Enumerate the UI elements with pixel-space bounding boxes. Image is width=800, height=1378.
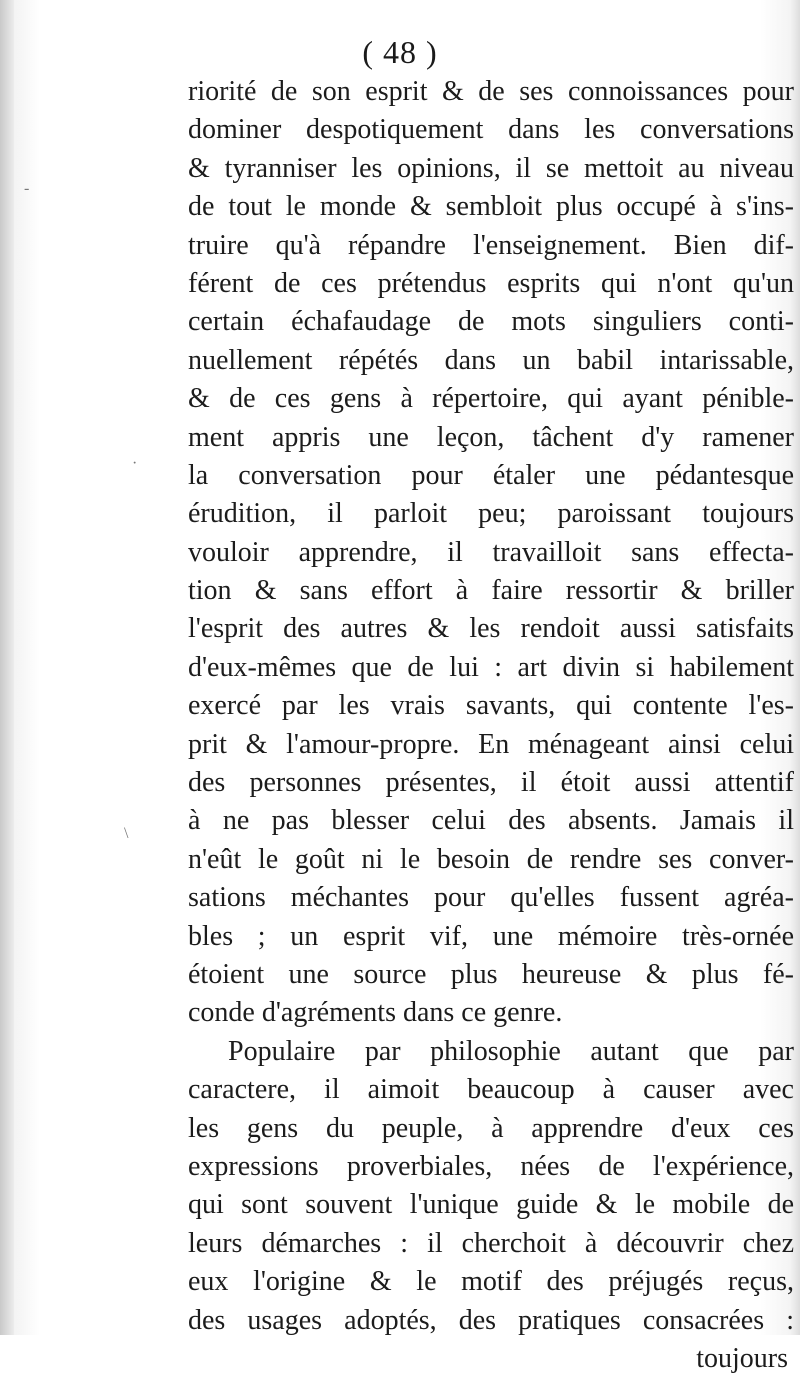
text-line: à ne pas blesser celui des absents. Jamais il bbox=[188, 805, 794, 837]
text-line: n'eût le goût ni le besoin de rendre ses conver- bbox=[188, 843, 794, 875]
text-line: conde d'agréments dans ce genre. bbox=[188, 997, 563, 1029]
text-line: férent de ces prétendus esprits qui n'ont qu'un bbox=[188, 267, 794, 299]
text-line: riorité de son esprit & de ses connoissances pour bbox=[188, 76, 794, 107]
text-line: exercé par les vrais savants, qui contente l'es- bbox=[188, 690, 794, 722]
margin-mark: · bbox=[132, 455, 138, 472]
text-line: nuellement répétés dans un babil intarissable, bbox=[188, 344, 794, 376]
text-line: d'eux-mêmes que de lui : art divin si habilement bbox=[188, 651, 794, 683]
text-line: dominer despotiquement dans les conversations bbox=[188, 114, 794, 146]
text-line: qui sont souvent l'unique guide & le mobile de bbox=[188, 1189, 794, 1221]
text-line: les gens du peuple, à apprendre d'eux ces bbox=[188, 1112, 794, 1144]
text-line: prit & l'amour-propre. En ménageant ainsi celui bbox=[188, 728, 794, 760]
binding-edge bbox=[0, 0, 14, 1335]
body-text bbox=[188, 73, 794, 1378]
text-line: la conversation pour étaler une pédantesque bbox=[188, 459, 794, 491]
text-line: vouloir apprendre, il travailloit sans effecta- bbox=[188, 536, 794, 568]
text-line: expressions proverbiales, nées de l'expérience, bbox=[188, 1150, 794, 1182]
text-line: eux l'origine & le motif des préjugés reçus, bbox=[188, 1266, 794, 1298]
catchword: toujours bbox=[696, 1342, 788, 1374]
text-line: & de ces gens à répertoire, qui ayant pénible- bbox=[188, 383, 794, 415]
text-line: leurs démarches : il cherchoit à découvrir chez bbox=[188, 1227, 794, 1259]
text-line: étoient une source plus heureuse & plus fé- bbox=[188, 958, 794, 990]
page-number: ( 48 ) bbox=[362, 34, 438, 70]
text-line: érudition, il parloit peu; paroissant toujours bbox=[188, 498, 794, 530]
margin-mark: - bbox=[24, 180, 30, 197]
text-line: Populaire par philosophie autant que par bbox=[228, 1035, 794, 1067]
text-line: caractere, il aimoit beaucoup à causer avec bbox=[188, 1074, 794, 1106]
text-line: truire qu'à répandre l'enseignement. Bien dif- bbox=[188, 229, 794, 261]
text-line: sations méchantes pour qu'elles fussent agréa- bbox=[188, 882, 794, 914]
text-line: ment appris une leçon, tâchent d'y ramener bbox=[188, 421, 794, 453]
text-line: l'esprit des autres & les rendoit aussi satisfaits bbox=[188, 613, 794, 645]
margin-mark: \ bbox=[124, 825, 129, 842]
text-line: bles ; un esprit vif, une mémoire très-ornée bbox=[188, 920, 794, 952]
text-line: & tyranniser les opinions, il se mettoit au niveau bbox=[188, 152, 794, 184]
text-line: certain échafaudage de mots singuliers conti- bbox=[188, 306, 794, 338]
text-line: tion & sans effort à faire ressortir & briller bbox=[188, 575, 794, 607]
text-line: des usages adoptés, des pratiques consacrées : bbox=[188, 1304, 794, 1336]
text-line: des personnes présentes, il étoit aussi attentif bbox=[188, 767, 794, 799]
text-line: de tout le monde & sembloit plus occupé à s'ins- bbox=[188, 191, 794, 223]
